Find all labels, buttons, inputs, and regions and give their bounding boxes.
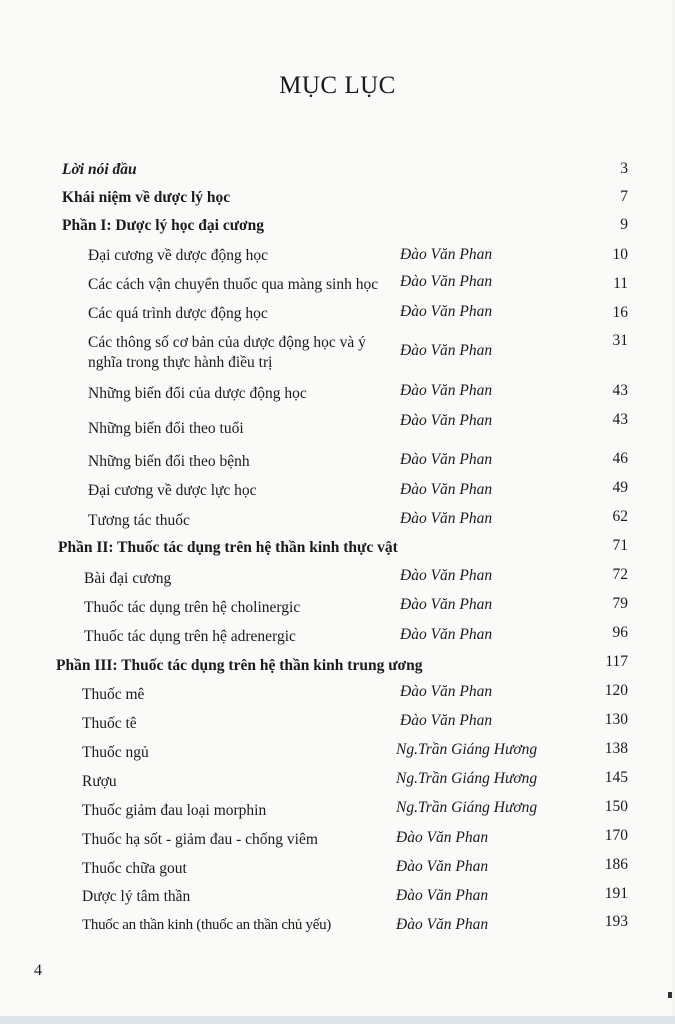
toc-entry-preface	[62, 160, 137, 188]
page-number: 3	[620, 160, 628, 177]
toc-entry	[82, 859, 187, 887]
entry-title: Thuốc ngủ	[82, 744, 149, 761]
page-number: 130	[604, 711, 628, 728]
entry-title: Rượu	[82, 773, 117, 790]
entry-author: Ng.Trần Giáng Hương	[396, 741, 538, 758]
page-number: 96	[612, 624, 628, 641]
entry-title-line-1: Các thông số cơ bản của dược động học và ý	[88, 334, 366, 351]
toc-entry	[82, 743, 149, 771]
entry-title: Các quá trình dược động học	[88, 305, 268, 322]
entry-title: Các cách vận chuyển thuốc qua màng sinh học	[88, 276, 379, 293]
entry-author: Đào Văn Phan	[400, 626, 493, 643]
page-number: 43	[612, 382, 628, 399]
page-number: 72	[612, 566, 628, 583]
toc-section-heading	[58, 538, 398, 566]
page-number: 170	[604, 827, 628, 844]
page-number: 150	[604, 798, 628, 815]
toc-entry	[88, 246, 268, 274]
entry-author: Đào Văn Phan	[400, 510, 493, 527]
toc-entry	[82, 772, 117, 800]
entry-author: Đào Văn Phan	[396, 829, 489, 846]
entry-title: Đại cương về dược động học	[88, 247, 268, 264]
entry-author: Đào Văn Phan	[396, 916, 489, 933]
toc-entry	[82, 714, 137, 742]
entry-author: Đào Văn Phan	[400, 712, 493, 729]
page-number: 31	[612, 332, 628, 349]
page-number: 7	[620, 188, 628, 205]
print-mark	[668, 992, 672, 998]
entry-title: Đại cương về dược lực học	[88, 482, 257, 499]
page-number: 11	[613, 275, 628, 292]
entry-title: Phần III: Thuốc tác dụng trên hệ thần kinh trung ương	[56, 657, 423, 674]
toc-entry	[82, 915, 331, 943]
page-number: 120	[604, 682, 628, 699]
entry-author: Đào Văn Phan	[400, 596, 493, 613]
entry-title: Tương tác thuốc	[88, 512, 190, 529]
entry-title: Phần I: Dược lý học đại cương	[62, 217, 264, 234]
toc-entry	[88, 481, 257, 509]
entry-title: Thuốc mê	[82, 686, 145, 703]
entry-title: Thuốc tác dụng trên hệ adrenergic	[84, 628, 296, 645]
entry-author: Đào Văn Phan	[400, 412, 493, 429]
page-number: 62	[612, 508, 628, 525]
toc-entry	[82, 887, 190, 915]
entry-title: Bài đại cương	[84, 570, 172, 587]
page-number: 186	[604, 856, 628, 873]
page-number: 117	[605, 653, 628, 670]
toc-entry	[88, 333, 366, 377]
entry-title-line-2: nghĩa trong thực hành điều trị	[88, 354, 273, 371]
page-number: 46	[612, 450, 628, 467]
toc-entry	[88, 304, 268, 332]
entry-author: Đào Văn Phan	[396, 887, 489, 904]
toc-entry	[88, 419, 244, 447]
entry-author: Đào Văn Phan	[400, 342, 493, 359]
toc-entry	[88, 511, 190, 539]
entry-title: Thuốc chữa gout	[82, 860, 187, 877]
toc-entry	[84, 598, 300, 626]
entry-title: Lời nói đầu	[62, 161, 137, 178]
toc-entry	[88, 384, 307, 412]
page-folio: 4	[34, 962, 42, 979]
page-number: 9	[620, 216, 628, 233]
entry-author: Đào Văn Phan	[400, 273, 493, 290]
entry-author: Đào Văn Phan	[400, 567, 493, 584]
page-number: 49	[612, 479, 628, 496]
page-number: 10	[612, 246, 628, 263]
entry-author: Đào Văn Phan	[400, 382, 493, 399]
entry-title: Phần II: Thuốc tác dụng trên hệ thần kinh thực vật	[58, 539, 398, 556]
toc-section-heading	[62, 216, 264, 244]
entry-author: Đào Văn Phan	[400, 481, 493, 498]
entry-author: Ng.Trần Giáng Hương	[396, 770, 538, 787]
page-number: 71	[612, 537, 628, 554]
entry-title: Những biến đổi của dược động học	[88, 385, 307, 402]
entry-author: Đào Văn Phan	[396, 858, 489, 875]
entry-title: Thuốc an thần kinh (thuốc an thần chủ yếu)	[82, 917, 331, 933]
entry-title: Thuốc tê	[82, 715, 137, 732]
toc-entry	[84, 569, 171, 597]
page-number: 138	[604, 740, 628, 757]
entry-title: Những biến đổi theo bệnh	[88, 453, 250, 470]
entry-author: Đào Văn Phan	[400, 683, 493, 700]
toc-entry	[62, 188, 230, 216]
page-number: 79	[612, 595, 628, 612]
entry-title: Thuốc hạ sốt - giảm đau - chống viêm	[82, 831, 318, 848]
toc-entry	[84, 627, 296, 655]
toc-entry	[82, 685, 144, 713]
entry-title: Những biến đổi theo tuổi	[88, 420, 244, 437]
page-edge	[0, 1016, 675, 1024]
entry-author: Ng.Trần Giáng Hương	[396, 799, 538, 816]
entry-author: Đào Văn Phan	[400, 451, 493, 468]
entry-author: Đào Văn Phan	[400, 246, 493, 263]
toc-entry	[88, 452, 250, 480]
page-number: 16	[612, 304, 628, 321]
entry-title: Thuốc tác dụng trên hệ cholinergic	[84, 599, 301, 616]
page-number: 43	[612, 411, 628, 428]
toc-section-heading	[56, 656, 422, 684]
toc-entry	[82, 830, 318, 858]
page-number: 191	[604, 885, 628, 902]
entry-author: Đào Văn Phan	[400, 303, 493, 320]
page-number: 145	[604, 769, 628, 786]
entry-title: Dược lý tâm thần	[82, 888, 191, 905]
toc-entry	[88, 275, 378, 303]
toc-entry	[82, 801, 266, 829]
entry-title: Thuốc giảm đau loại morphin	[82, 802, 267, 819]
page-title: MỤC LỤC	[279, 72, 396, 99]
entry-title: Khái niệm về dược lý học	[62, 189, 231, 206]
page-number: 193	[604, 913, 628, 930]
